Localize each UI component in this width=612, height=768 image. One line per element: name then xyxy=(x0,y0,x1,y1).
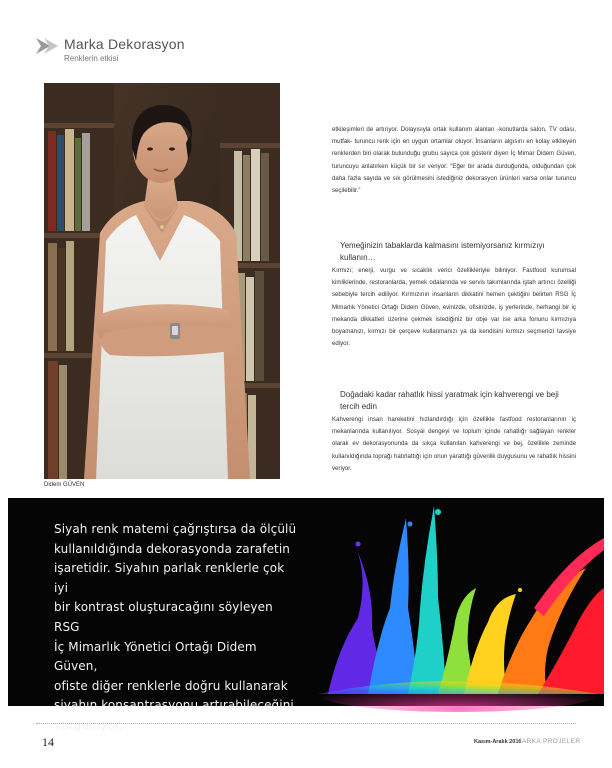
quote-band xyxy=(8,498,604,732)
pull-quote xyxy=(54,520,302,736)
portrait-illustration xyxy=(44,83,280,479)
section-1 xyxy=(332,240,576,350)
pull-quote-line: siyahın konsantrasyonu artırabileceğini xyxy=(54,698,294,713)
article-intro: etkileşimleri de artırıyor. Dolayısıyla ortak kullanım alanları -konutlarda salon, TV odası, mutfak- turuncu renk için en uygun ortamlar oluyor. İnsanların algısını en kolay etkileyen renklerden biri olarak bulunduğu grubu sayıca çok gösterir diyen İç Mimar Didem Güven, turuncuyu anlatırken küçük bir sır veriyor: “Eğer bir arada durduğunda, olduğundan çok daha fazla sayıda ve sık görülmesini istediğiniz dekorasyon ürünleri varsa onlar turuncu seçilebilir.” xyxy=(332,126,576,195)
section-2-body: Kahverengi insan hareketini hızlandırdığı için özellikle fastfood restoranlarının iç mekanlarında kullanılıyor. Sosyal dengeyi ve toplum içinde rahatlığı sağlayan renkler olarak ev dekorasyonunda da sıkça kullanılan kahverengi ve bej, özellikle zeminde kullanıldığında toprağı hatırlattığı için onun yarattığı güvenlik duygusunu ve rahatlık hissini veriyor. xyxy=(332,416,576,472)
portrait-photo xyxy=(44,83,280,479)
pull-quote-line: bir kontrast oluşturacağını söyleyen RSG xyxy=(54,600,273,634)
section-2 xyxy=(332,389,576,475)
page-number: 14 xyxy=(42,735,54,749)
section-subtitle: Renklerin etkisi xyxy=(64,54,119,63)
pull-quote-line: İç Mimarlık Yönetici Ortağı Didem Güven, xyxy=(54,639,257,674)
pull-quote-line: ofiste diğer renklerle doğru kullanarak xyxy=(54,678,288,693)
chevron-arrow-icon xyxy=(36,36,64,56)
footer-divider xyxy=(36,723,576,724)
photo-caption: Didem GÜVEN xyxy=(44,482,85,488)
section-1-heading: Yemeğinizin tabaklarda kalmasını istemiyorsanız kırmızıyı kullanın… xyxy=(340,241,545,262)
pull-quote-line: vurguluyor. xyxy=(54,717,123,732)
pull-quote-line: Siyah renk matemi çağrıştırsa da ölçülü xyxy=(54,522,297,536)
section-title: Marka Dekorasyon xyxy=(64,36,185,52)
magazine-brand: MARKA PROJELER xyxy=(516,738,581,745)
section-1-body: Kırmızı; enerji, vurgu ve sıcaklık verici özellikleriyle biliniyor. Fastfood kurumsal kimliklerinde, restoranlarda, yemek odalarında ve servis takımlarında iştah artırıcı özelliği sebebiyle tercih ediliyor. Kırmızının insanların dikkatini hemen çektiğini belirten RSG İç Mimarlık Yönetici Ortağı Didem Güven, evinizde, ofisinizde, iş yerlerinde, herhangi bir iç mekanda dikkatleri üzerine çekmek istediğiniz bir obje var ise arka fonunu kırmızıya boyamanızı, kırmızı bir çerçeve kullanmanızı ya da kendisini kırmızı seçmenizi tavsiye ediyor. xyxy=(332,267,576,348)
pull-quote-line: kullanıldığında dekorasyonda zarafetin xyxy=(54,541,291,556)
section-2-heading: Doğadaki kadar rahatlık hissi yaratmak için kahverengi ve beji tercih edin xyxy=(340,390,559,411)
article-intro-block xyxy=(332,124,576,197)
paint-splash-image xyxy=(298,498,604,706)
page-header xyxy=(36,34,336,74)
issue-date: Kasım-Aralık 2016 xyxy=(474,739,522,745)
pull-quote-line: işaretidir. Siyahın parlak renklerle çok iyi xyxy=(54,561,285,595)
